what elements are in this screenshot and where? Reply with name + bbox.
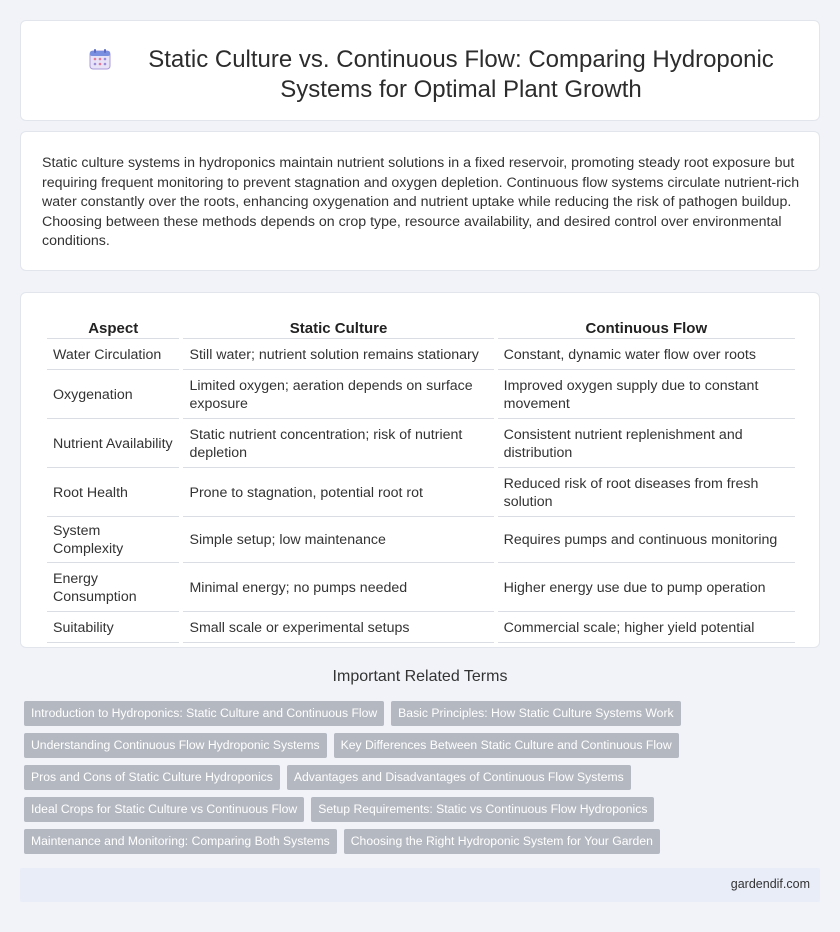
table-row <box>47 419 795 468</box>
row-aspect: System Complexity <box>47 517 179 563</box>
row-continuous-flow: Reduced risk of root diseases from fresh solution <box>498 468 795 517</box>
table-row <box>47 370 795 419</box>
table-row <box>47 517 795 563</box>
table-row <box>47 468 795 517</box>
page-title: Static Culture vs. Continuous Flow: Comparing Hydroponic Systems for Optimal Plant Growth <box>148 46 774 103</box>
header-aspect: Aspect <box>47 315 179 339</box>
row-aspect: Oxygenation <box>47 370 179 419</box>
row-aspect: Energy Consumption <box>47 563 179 612</box>
row-continuous-flow: Requires pumps and continuous monitoring <box>498 517 795 563</box>
row-static-culture: Prone to stagnation, potential root rot <box>183 468 493 517</box>
footer <box>20 868 820 902</box>
tag-row <box>24 797 824 822</box>
row-aspect: Nutrient Availability <box>47 419 179 468</box>
table-row <box>47 612 795 643</box>
header-card <box>20 20 820 121</box>
related-term-tag[interactable]: Choosing the Right Hydroponic System for Your Garden <box>344 829 660 854</box>
tag-row <box>24 829 824 854</box>
row-static-culture: Static nutrient concentration; risk of nutrient depletion <box>183 419 493 468</box>
row-aspect: Root Health <box>47 468 179 517</box>
related-term-tag[interactable]: Maintenance and Monitoring: Comparing Both Systems <box>24 829 337 854</box>
row-static-culture: Limited oxygen; aeration depends on surface exposure <box>183 370 493 419</box>
table-row <box>47 339 795 370</box>
row-continuous-flow: Constant, dynamic water flow over roots <box>498 339 795 370</box>
row-aspect: Water Circulation <box>47 339 179 370</box>
related-term-tag[interactable]: Understanding Continuous Flow Hydroponic Systems <box>24 733 327 758</box>
related-term-tag[interactable]: Introduction to Hydroponics: Static Culture and Continuous Flow <box>24 701 384 726</box>
row-static-culture: Still water; nutrient solution remains stationary <box>183 339 493 370</box>
tag-row <box>24 733 824 758</box>
related-term-tag[interactable]: Advantages and Disadvantages of Continuous Flow Systems <box>287 765 631 790</box>
row-static-culture: Small scale or experimental setups <box>183 612 493 643</box>
row-continuous-flow: Higher energy use due to pump operation <box>498 563 795 612</box>
related-term-tag[interactable]: Ideal Crops for Static Culture vs Continuous Flow <box>24 797 304 822</box>
site-link[interactable]: gardendif.com <box>730 877 810 891</box>
related-terms-title: Important Related Terms <box>332 668 508 685</box>
row-static-culture: Minimal energy; no pumps needed <box>183 563 493 612</box>
comparison-table-card <box>20 292 820 648</box>
comparison-table <box>43 315 799 643</box>
intro-paragraph: Static culture systems in hydroponics maintain nutrient solutions in a fixed reservoir, promoting steady root exposure but requiring frequent monitoring to prevent stagnation and oxygen depletion. Continuous flow systems circulate nutrient-rich water constantly over the roots, enhancing oxygenation and nutrient uptake while reducing the risk of pathogen buildup. Choosing between these methods depends on crop type, resource availability, and desired control over environmental conditions. <box>42 155 800 250</box>
header-continuous-flow: Continuous Flow <box>498 315 795 339</box>
row-continuous-flow: Improved oxygen supply due to constant movement <box>498 370 795 419</box>
table-header-row <box>47 315 795 339</box>
row-continuous-flow: Consistent nutrient replenishment and distribution <box>498 419 795 468</box>
related-term-tag[interactable]: Setup Requirements: Static vs Continuous Flow Hydroponics <box>311 797 654 822</box>
tag-row <box>24 701 824 726</box>
header-static-culture: Static Culture <box>183 315 493 339</box>
row-continuous-flow: Commercial scale; higher yield potential <box>498 612 795 643</box>
related-term-tag[interactable]: Key Differences Between Static Culture and Continuous Flow <box>334 733 679 758</box>
intro-card <box>20 131 820 271</box>
related-terms-list <box>24 701 824 861</box>
row-static-culture: Simple setup; low maintenance <box>183 517 493 563</box>
related-term-tag[interactable]: Basic Principles: How Static Culture Systems Work <box>391 701 680 726</box>
related-term-tag[interactable]: Pros and Cons of Static Culture Hydroponics <box>24 765 280 790</box>
tag-row <box>24 765 824 790</box>
table-row <box>47 563 795 612</box>
calendar-icon <box>89 48 111 70</box>
row-aspect: Suitability <box>47 612 179 643</box>
